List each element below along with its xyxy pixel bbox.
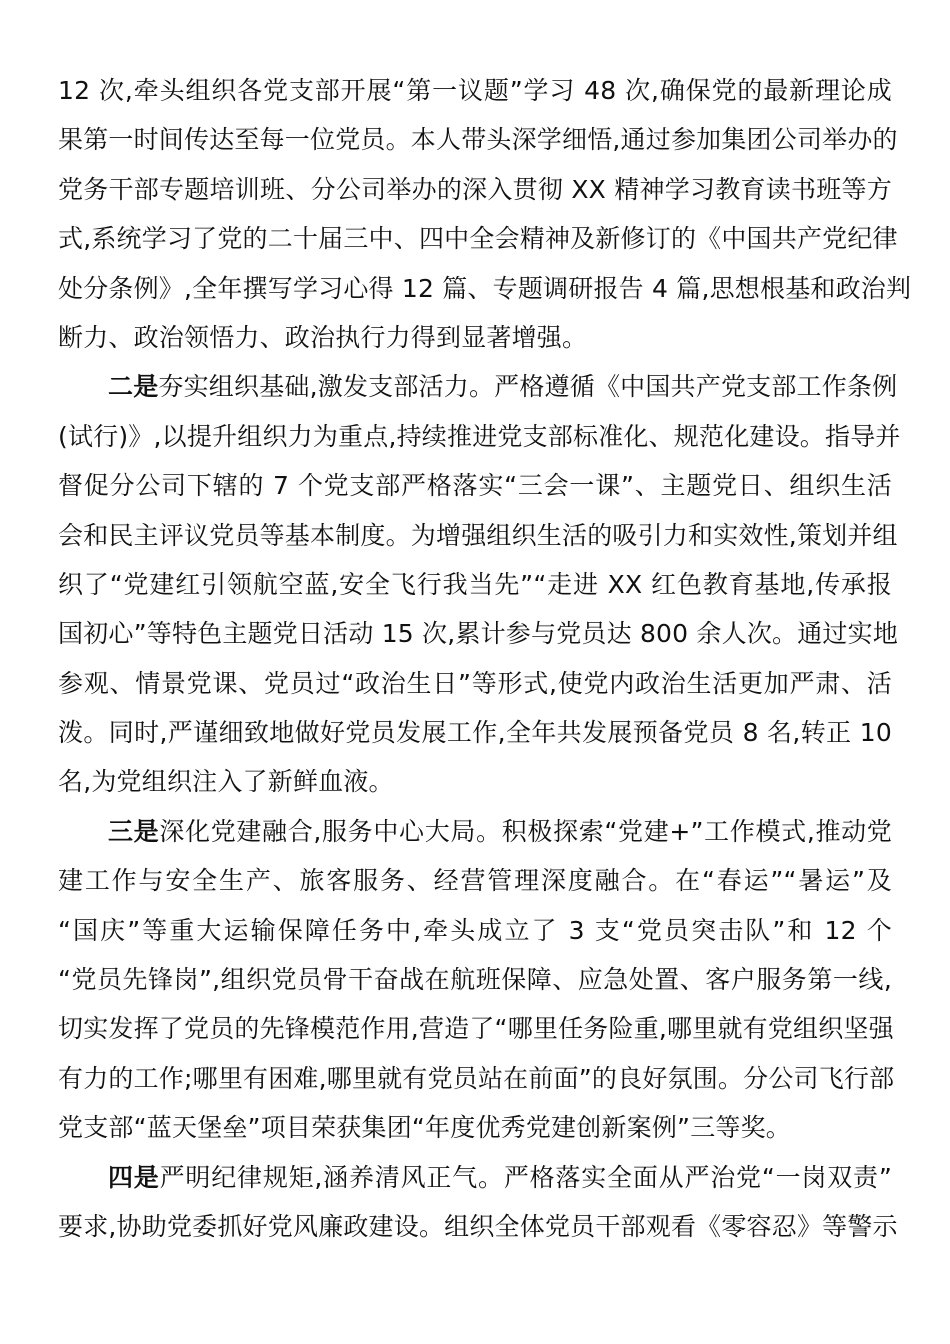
- text-line: 国初心”等特色主题党日活动 15 次,累计参与党员达 800 余人次。通过实地: [58, 619, 899, 649]
- text-line-first: [58, 807, 892, 856]
- paragraph-organization: [58, 362, 901, 807]
- text-run: 深化党建融合,服务中心大局。积极探索“党建+”工作模式,推动党: [159, 816, 893, 846]
- document-page: [58, 66, 912, 1251]
- text-line: 断力、政治领悟力、政治执行力得到显著增强。: [58, 322, 588, 352]
- text-line-first: [58, 362, 898, 411]
- text-run: 严明纪律规矩,涵养清风正气。严格落实全面从严治党“一岗双责”: [159, 1162, 892, 1192]
- text-line: 有力的工作;哪里有困难,哪里就有党员站在前面”的良好氛围。分公司飞行部: [58, 1063, 895, 1093]
- text-line: 参观、情景党课、党员过“政治生日”等形式,使党内政治生活更加严肃、活: [58, 668, 892, 698]
- paragraph-study-continuation: [58, 66, 912, 362]
- text-line: 党务干部专题培训班、分公司举办的深入贯彻 XX 精神学习教育读书班等方: [58, 174, 892, 204]
- text-line: (试行)》,以提升组织力为重点,持续推进党支部标准化、规范化建设。指导并: [58, 421, 901, 451]
- paragraph-lead: 三是: [108, 816, 160, 846]
- text-line: 要求,协助党委抓好党风廉政建设。组织全体党员干部观看《零容忍》等警示: [58, 1211, 898, 1241]
- text-run: 夯实组织基础,激发支部活力。严格遵循《中国共产党支部工作条例: [158, 372, 898, 402]
- text-line-first: [58, 1153, 892, 1202]
- text-line: 式,系统学习了党的二十届三中、四中全会精神及新修订的《中国共产党纪律: [58, 224, 898, 254]
- text-line: 会和民主评议党员等基本制度。为增强组织生活的吸引力和实效性,策划并组: [58, 520, 898, 550]
- paragraph-integration: [58, 807, 895, 1153]
- text-line: “党员先锋岗”,组织党员骨干奋战在航班保障、应急处置、客户服务第一线,: [58, 965, 892, 995]
- paragraph-lead: 四是: [108, 1162, 160, 1192]
- text-line: 处分条例》,全年撰写学习心得 12 篇、专题调研报告 4 篇,思想根基和政治判: [58, 273, 912, 303]
- text-line: 党支部“蓝天堡垒”项目荣获集团“年度优秀党建创新案例”三等奖。: [58, 1113, 792, 1143]
- text-line: 泼。同时,严谨细致地做好党员发展工作,全年共发展预备党员 8 名,转正 10: [58, 718, 892, 748]
- text-line: “国庆”等重大运输保障任务中,牵头成立了 3 支“党员突击队”和 12 个: [58, 915, 892, 945]
- paragraph-lead: 二是: [108, 372, 159, 402]
- text-line: 名,为党组织注入了新鲜血液。: [58, 767, 394, 797]
- text-line: 12 次,牵头组织各党支部开展“第一议题”学习 48 次,确保党的最新理论成: [58, 76, 892, 105]
- text-line: 切实发挥了党员的先锋模范作用,营造了“哪里任务险重,哪里就有党组织坚强: [58, 1014, 894, 1044]
- text-line: 织了“党建红引领航空蓝,安全飞行我当先”“走进 XX 红色教育基地,传承报: [58, 569, 892, 599]
- text-line: 督促分公司下辖的 7 个党支部严格落实“三会一课”、主题党日、组织生活: [58, 471, 892, 501]
- paragraph-discipline: [58, 1153, 898, 1252]
- text-line: 建工作与安全生产、旅客服务、经营管理深度融合。在“春运”“暑运”及: [58, 866, 892, 896]
- text-line: 果第一时间传达至每一位党员。本人带头深学细悟,通过参加集团公司举办的: [58, 125, 898, 155]
